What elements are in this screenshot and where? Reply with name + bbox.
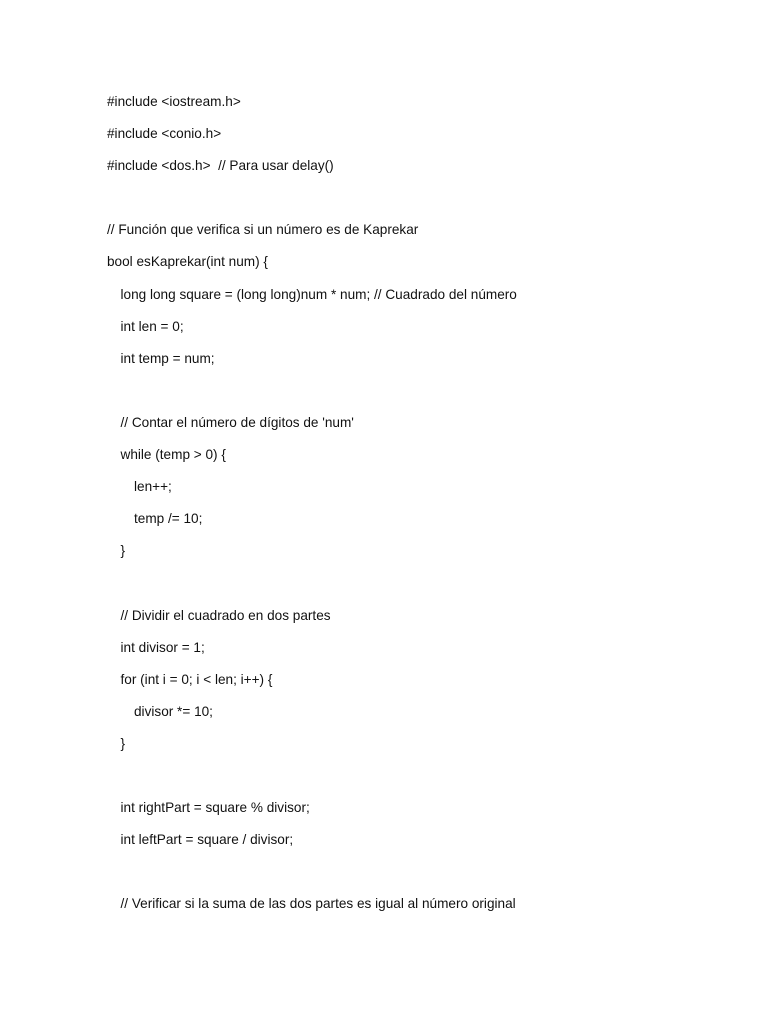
code-line: int leftPart = square / divisor;	[120, 832, 294, 848]
code-line: int temp = num;	[120, 350, 215, 366]
blank-line	[107, 380, 727, 412]
code-line: int divisor = 1;	[120, 639, 205, 655]
code-comment-line: // Función que verifica si un número es de Kaprekar	[107, 222, 419, 238]
code-line: #include <iostream.h>	[107, 94, 241, 109]
code-line: }	[120, 543, 126, 559]
code-line: int rightPart = square % divisor;	[120, 800, 310, 816]
code-comment-line: // Verificar si la suma de las dos partes es igual al número original	[120, 896, 516, 912]
code-line: temp /= 10;	[134, 511, 203, 527]
code-line: }	[120, 735, 126, 751]
code-line: long long square = (long long)num * num; // Cuadrado del número	[120, 286, 517, 302]
blank-line	[107, 572, 727, 604]
blank-line	[107, 187, 727, 219]
code-line: int len = 0;	[120, 318, 184, 334]
code-line: #include <dos.h> // Para usar delay()	[107, 158, 334, 174]
function-signature-line: bool esKaprekar(int num) {	[107, 254, 268, 270]
code-line: while (temp > 0) {	[120, 447, 226, 463]
code-comment-line: // Dividir el cuadrado en dos partes	[120, 607, 331, 623]
code-line: #include <conio.h>	[107, 126, 222, 142]
code-comment-line: // Contar el número de dígitos de 'num'	[120, 414, 354, 430]
code-line: divisor *= 10;	[134, 703, 213, 719]
code-text-body	[107, 91, 727, 925]
blank-line	[107, 861, 727, 893]
code-line: for (int i = 0; i < len; i++) {	[120, 671, 273, 687]
blank-line	[107, 765, 727, 797]
code-line: len++;	[134, 479, 172, 495]
